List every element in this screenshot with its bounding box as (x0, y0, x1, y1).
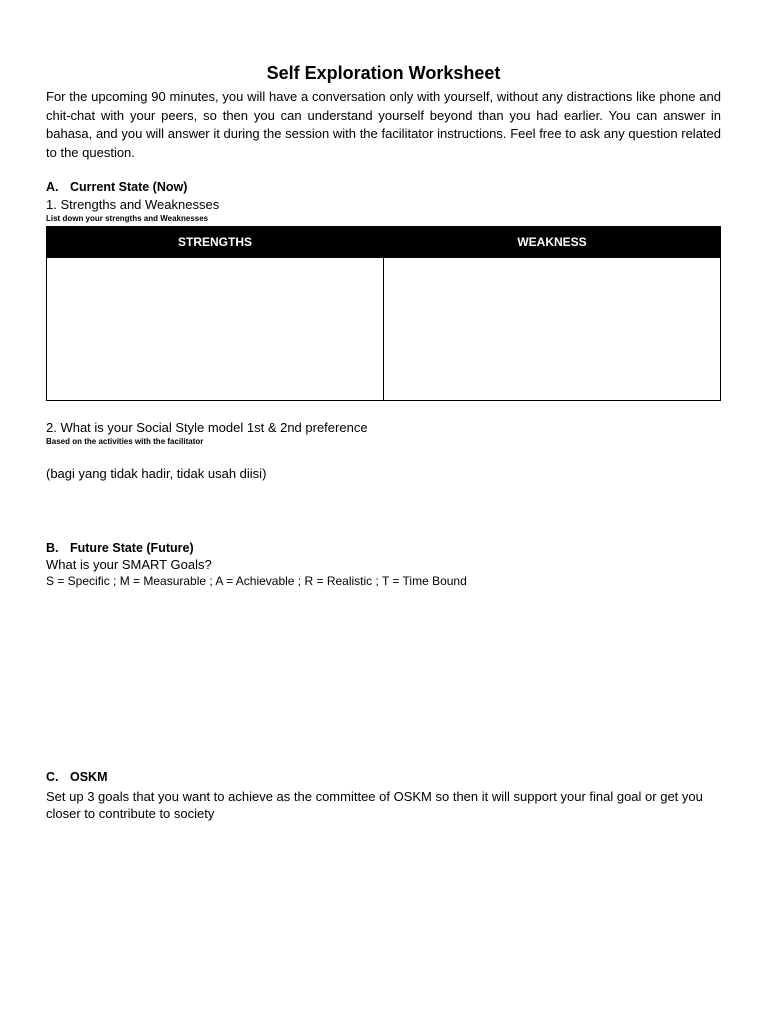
smart-legend: S = Specific ; M = Measurable ; A = Achievable ; R = Realistic ; T = Time Bound (46, 574, 467, 588)
section-c-heading (46, 769, 108, 785)
section-c-letter: C. (46, 770, 59, 784)
section-b-heading (46, 540, 194, 556)
oskm-instructions: Set up 3 goals that you want to achieve as the committee of OSKM so then it will support your final goal or get you closer to contribute to society (46, 789, 703, 821)
note-social-style: (bagi yang tidak hadir, tidak usah diisi) (46, 466, 267, 481)
weakness-answer-cell[interactable] (384, 258, 721, 401)
section-b-letter: B. (46, 541, 59, 555)
question-smart-goals: What is your SMART Goals? (46, 557, 212, 572)
intro-paragraph: For the upcoming 90 minutes, you will have a conversation only with yourself, without any distractions like phone and chit-chat with your peers, so then you can understand yourself beyond than you had earlier. You can answer in bahasa, and you will answer it during the session with the facilitator instructions. Feel free to ask any question related to the question. (46, 89, 721, 160)
section-c-title: OSKM (70, 770, 108, 784)
question-strengths-weaknesses: 1. Strengths and Weaknesses (46, 197, 220, 212)
question-social-style: 2. What is your Social Style model 1st & 2nd preference (46, 420, 368, 435)
strengths-answer-cell[interactable] (47, 258, 384, 401)
strengths-weakness-table (46, 226, 721, 401)
worksheet-title: Self Exploration Worksheet (266, 63, 501, 83)
section-b-title: Future State (Future) (70, 541, 194, 555)
section-a-heading (46, 179, 187, 195)
hint-social-style: Based on the activities with the facilitator (46, 437, 204, 446)
strengths-header: STRENGTHS (47, 227, 384, 258)
section-a-title: Current State (Now) (70, 180, 188, 194)
section-a-letter: A. (46, 180, 59, 194)
hint-strengths-weaknesses: List down your strengths and Weaknesses (46, 214, 209, 223)
weakness-header: WEAKNESS (384, 227, 721, 258)
